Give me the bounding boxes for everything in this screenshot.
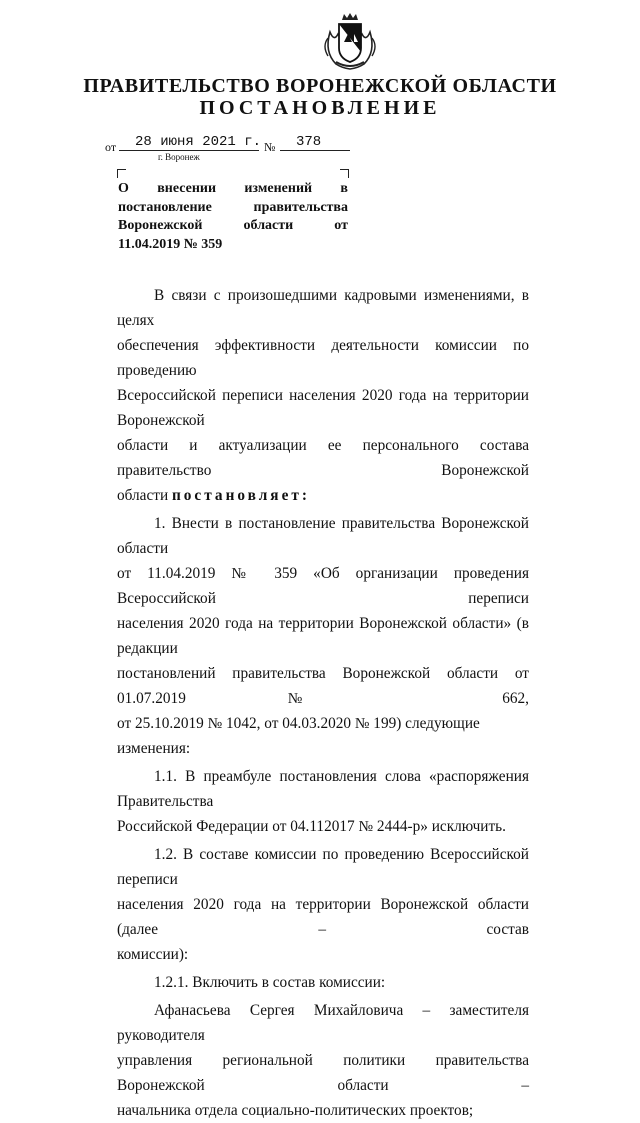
government-name: ПРАВИТЕЛЬСТВО ВОРОНЕЖСКОЙ ОБЛАСТИ (83, 75, 557, 97)
title-word: правительства (253, 199, 348, 215)
body-line: Всероссийской переписи населения 2020 года на территории Воронежской (117, 387, 529, 429)
body-text: области (117, 487, 169, 504)
body-line: от 11.04.2019 № 359 «Об организации проведения Всероссийской переписи (117, 565, 529, 607)
body-line: комиссии): (117, 946, 189, 963)
body-line (117, 483, 529, 508)
title-word: О (118, 181, 129, 196)
body-line: области и актуализации ее персонального состава правительство Воронежской (117, 437, 529, 479)
body-line: В связи с произошедшими кадровыми изменениями, в целях (117, 287, 529, 329)
body-line: обеспечения эффективности деятельности комиссии по проведению (117, 337, 529, 379)
body-line: Афанасьева Сергея Михайловича – заместителя руководителя (117, 1002, 529, 1044)
body-line: 1.2.1. Включить в состав комиссии: (154, 974, 386, 991)
body-line: населения 2020 года на территории Воронежской области (далее – состав (117, 896, 529, 938)
resolution-word: постановляет: (171, 487, 310, 504)
number-underline (280, 150, 350, 151)
title-line (118, 180, 348, 199)
title-word: постановление (118, 199, 212, 215)
date-label: от (105, 140, 117, 154)
title-bracket-right (340, 169, 349, 178)
title-word: изменений (244, 181, 313, 196)
document-date: 28 июня 2021 г. (135, 134, 262, 150)
title-word: внесении (157, 181, 217, 196)
voronezh-coat-of-arms-icon (322, 12, 378, 72)
title-word: области (243, 218, 294, 233)
date-underline (119, 150, 259, 151)
title-bracket-left (117, 169, 126, 178)
body-line: 1. Внести в постановление правительства Воронежской области (117, 515, 529, 557)
body-line: управления региональной политики правительства Воронежской области – (117, 1052, 529, 1094)
title-word: от (334, 218, 348, 233)
body-line: Российской Федерации от 04.112017 № 2444-р» исключить. (117, 818, 506, 835)
number-label: № (264, 140, 276, 154)
body-line: 1.1. В преамбуле постановления слова «распоряжения Правительства (117, 768, 529, 810)
title-line (118, 199, 348, 218)
document-number: 378 (296, 134, 322, 150)
title-word: Воронежской (118, 218, 203, 233)
document-title (118, 180, 348, 254)
body-line: 1.2. В составе комиссии по проведению Всероссийской переписи (117, 846, 529, 888)
body-line: постановлений правительства Воронежской области от 01.07.2019 № 662, (117, 665, 529, 707)
title-line (118, 217, 348, 236)
title-word: в (340, 181, 348, 196)
city: г. Воронеж (158, 152, 200, 162)
body-line: начальника отдела социально-политических проектов; (117, 1102, 474, 1119)
body-line: населения 2020 года на территории Воронежской области» (в редакции (117, 615, 529, 657)
title-line: 11.04.2019 № 359 (118, 236, 223, 252)
body-line: от 25.10.2019 № 1042, от 04.03.2020 № 199) следующие изменения: (117, 715, 480, 757)
document-body (117, 283, 529, 1123)
document-type: ПОСТАНОВЛЕНИЕ (199, 97, 441, 119)
